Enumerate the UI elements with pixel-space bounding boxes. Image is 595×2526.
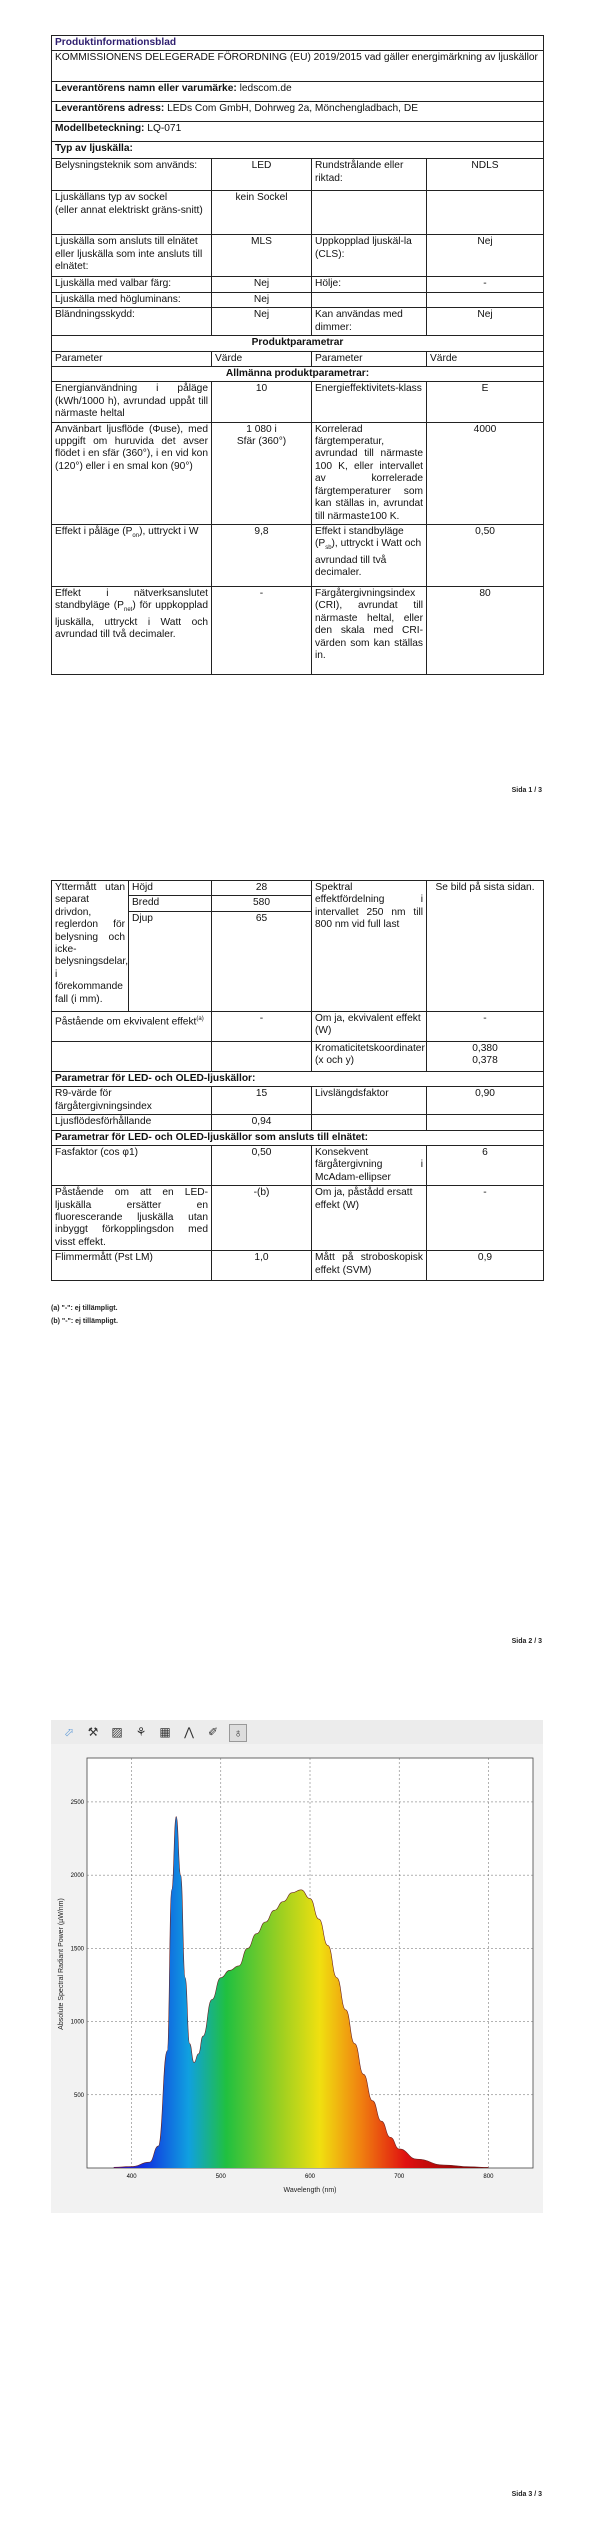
cap-label-line1: Ljuskällans typ av sockel bbox=[55, 192, 168, 204]
flicker-value: 1,0 bbox=[212, 1251, 312, 1281]
r9-value: 15 bbox=[212, 1087, 312, 1115]
y-axis-label: Absolute Spectral Radiant Power (µW/nm) bbox=[58, 1898, 65, 2030]
outer-dim-label: Yttermått utan separat drivdon, reglerdon för belysning och icke-belysningsdelar, i förekommande fall (i mm). bbox=[52, 881, 129, 1012]
pon-value: 9,8 bbox=[212, 524, 312, 586]
page-title: Produktinformationsblad bbox=[52, 36, 544, 51]
strobo-label: Mått på stroboskopisk effekt (SVM) bbox=[312, 1251, 427, 1281]
dim-label: Kan användas med dimmer: bbox=[312, 308, 427, 336]
info-table-2 bbox=[51, 880, 544, 1281]
depth-label: Djup bbox=[129, 911, 212, 1011]
hl-value: Nej bbox=[212, 292, 312, 307]
dim-value: Nej bbox=[427, 308, 544, 336]
y-tick-label: 500 bbox=[73, 2092, 84, 2099]
y-tick-label: 1000 bbox=[70, 2019, 84, 2026]
table-icon[interactable]: ▦ bbox=[159, 1725, 171, 1739]
psb-label: Effekt i standbyläge $(P_{sb})$, uttryckt i Watt och avrundad till två decimaler. bbox=[312, 524, 427, 586]
x-tick-label: 500 bbox=[215, 2174, 226, 2180]
x-tick-label: 400 bbox=[126, 2174, 137, 2180]
chroma-x: 0,380 bbox=[472, 1042, 498, 1054]
survival-label: Livslängdsfaktor bbox=[312, 1087, 427, 1115]
x-tick-label: 600 bbox=[304, 2174, 316, 2180]
col-value-2: Värde bbox=[427, 351, 544, 366]
consist-value: 6 bbox=[427, 1146, 544, 1186]
hoelje-value: - bbox=[427, 277, 544, 292]
pf-label: Fasfaktor (cos φ1) bbox=[52, 1146, 212, 1186]
led-oled-header: Parametrar för LED- och OLED-ljuskällor: bbox=[52, 1071, 544, 1086]
regulation-text: KOMMISSIONENS DELEGERADE FÖRORDNING (EU) 2019/2015 vad gäller energimärkning av ljuskällor bbox=[52, 51, 544, 82]
colour-label: Ljuskälla med valbar färg: bbox=[52, 277, 212, 292]
pon-label: Effekt i påläge $(P_{on})$, uttryckt i W bbox=[52, 524, 212, 586]
height-label: Höjd bbox=[129, 881, 212, 896]
type-label: Typ av ljuskälla: bbox=[52, 142, 544, 159]
page-number-3: Sida 3 / 3 bbox=[511, 2491, 542, 2498]
cct-value: 4000 bbox=[427, 422, 544, 524]
mains-value: MLS bbox=[212, 235, 312, 277]
spectrum-chart bbox=[51, 1744, 543, 2213]
glare-value: Nej bbox=[212, 308, 312, 336]
lumen-value: 0,94 bbox=[212, 1115, 312, 1130]
lumen-label: Ljusflödesförhållande bbox=[52, 1115, 212, 1130]
flux-value bbox=[212, 422, 312, 524]
address-value: LEDs Com GmbH, Dohrweg 2a, Mönchengladbach, DE bbox=[167, 103, 418, 115]
mains-label: Ljuskälla som ansluts till elnätet eller ljuskälla som inte ansluts till elnätet: bbox=[52, 235, 212, 277]
tools-icon[interactable]: ⚒ bbox=[87, 1725, 99, 1739]
y-tick-label: 1500 bbox=[70, 1946, 84, 1953]
pnet-value: - bbox=[212, 586, 312, 674]
x-axis-label: Wavelength (nm) bbox=[283, 2187, 337, 2194]
y-tick-label: 2500 bbox=[70, 1799, 84, 1806]
colour-value: Nej bbox=[212, 277, 312, 292]
flux-value-1: 1 080 i bbox=[246, 423, 277, 435]
spectrum-icon[interactable]: ⋀ bbox=[184, 1725, 194, 1739]
col-value-1: Värde bbox=[212, 351, 312, 366]
footnote-a: (a) "-": ej tillämpligt. bbox=[51, 1305, 118, 1312]
fluor-label: Påstående om att en LED-ljuskälla ersätter en fluorescerande ljuskälla utan inbyggt förkopplingsdon med visst effekt. bbox=[52, 1186, 212, 1251]
tech-value: LED bbox=[212, 159, 312, 191]
height-value: 28 bbox=[212, 881, 312, 896]
flux-label: Använbart ljusflöde (Φuse), med uppgift om huruvida det avser flödet i en sfär (360°), i en vid kon (120°) eller i en smal kon (90°) bbox=[52, 422, 212, 524]
survival-value: 0,90 bbox=[427, 1087, 544, 1115]
pointer-icon[interactable]: ⬀ bbox=[63, 1725, 75, 1739]
eclass-value: E bbox=[427, 382, 544, 422]
fluor-w-value: - bbox=[427, 1186, 544, 1251]
cri-label: Färgåtergivningsindex (CRI), avrundat till närmaste heltal, eller den skala med CRI-värden som kan ställas in. bbox=[312, 586, 427, 674]
footnote-b: (b) "-": ej tillämpligt. bbox=[51, 1318, 118, 1325]
cri-value: 80 bbox=[427, 586, 544, 674]
col-param-1: Parameter bbox=[52, 351, 212, 366]
strobo-value: 0,9 bbox=[427, 1251, 544, 1281]
supplier-row bbox=[52, 82, 544, 102]
equiv-value: - bbox=[212, 1011, 312, 1041]
export-icon[interactable]: ✐ bbox=[207, 1725, 219, 1739]
model-row bbox=[52, 122, 544, 142]
nd-value: NDLS bbox=[427, 159, 544, 191]
cap-value: kein Sockel bbox=[212, 191, 312, 235]
address-label: Leverantörens adress: bbox=[55, 103, 165, 115]
model-value: LQ-071 bbox=[147, 123, 182, 135]
hoelje-label: Hölje: bbox=[312, 277, 427, 292]
equiv-w-value: - bbox=[427, 1011, 544, 1041]
glare-label: Bländningsskydd: bbox=[52, 308, 212, 336]
equiv-w-label: Om ja, ekvivalent effekt (W) bbox=[312, 1011, 427, 1041]
supplier-value: ledscom.de bbox=[239, 83, 292, 95]
figure-icon[interactable]: ⚘ bbox=[135, 1725, 147, 1739]
info-table-1 bbox=[51, 35, 544, 675]
chroma-y: 0,378 bbox=[472, 1055, 498, 1067]
address-row bbox=[52, 102, 544, 122]
prod-params-header: Produktparametrar bbox=[52, 336, 544, 351]
cls-value: Nej bbox=[427, 235, 544, 277]
width-value: 580 bbox=[212, 896, 312, 911]
spd-label: Spektral effektfördelning i intervallet 250 nm till 800 nm vid full last bbox=[312, 881, 427, 1012]
page-1 bbox=[0, 35, 595, 675]
mains-led-header: Parametrar för LED- och OLED-ljuskällor som ansluts till elnätet: bbox=[52, 1130, 544, 1145]
energy-label: Energianvändning i påläge (kWh/1000 h), avrundad uppåt till närmaste heltal bbox=[52, 382, 212, 422]
chart-toolbar bbox=[51, 1720, 543, 1744]
spd-value: Se bild på sista sidan. bbox=[427, 881, 544, 1012]
supplier-label: Leverantörens namn eller varumärke: bbox=[55, 83, 237, 95]
page-number-2: Sida 2 / 3 bbox=[511, 1638, 542, 1645]
col-param-2: Parameter bbox=[312, 351, 427, 366]
eclass-label: Energieffektivitets-klass bbox=[312, 382, 427, 422]
y-tick-label: 2000 bbox=[70, 1873, 84, 1880]
equiv-label: Påstående om ekvivalent effekt$^{(a)}$ bbox=[52, 1011, 212, 1041]
r9-label: R9-värde för färgåtergivningsindex bbox=[52, 1087, 212, 1115]
chroma-label: Kromaticitetskoordinater (x och y) bbox=[312, 1041, 427, 1071]
flux-value-2: Sfär (360°) bbox=[236, 436, 287, 448]
fluor-w-label: Om ja, påstådd ersatt effekt (W) bbox=[312, 1186, 427, 1251]
x-tick-label: 700 bbox=[394, 2174, 405, 2180]
hl-label: Ljuskälla med högluminans: bbox=[52, 292, 212, 307]
consist-label: Konsekvent färgåtergivning i McAdam-ellipser bbox=[312, 1146, 427, 1186]
cap-label bbox=[52, 191, 212, 235]
model-label: Modellbeteckning: bbox=[55, 123, 145, 135]
energy-value: 10 bbox=[212, 382, 312, 422]
general-header: Allmänna produktparametrar: bbox=[52, 367, 544, 382]
page-2 bbox=[0, 880, 595, 1281]
depth-value: 65 bbox=[212, 911, 312, 1011]
bulb-icon[interactable]: ♁ bbox=[229, 1724, 247, 1742]
x-tick-label: 800 bbox=[483, 2174, 494, 2180]
width-label: Bredd bbox=[129, 896, 212, 911]
fluor-value: -(b) bbox=[212, 1186, 312, 1251]
tech-label: Belysningsteknik som används: bbox=[52, 159, 212, 191]
nd-label: Rundstrålande eller riktad: bbox=[312, 159, 427, 191]
pf-value: 0,50 bbox=[212, 1146, 312, 1186]
chroma-value bbox=[427, 1041, 544, 1071]
page-number-1: Sida 1 / 3 bbox=[511, 787, 542, 794]
spectrum-panel bbox=[51, 1720, 543, 2213]
flicker-label: Flimmermått (Pst LM) bbox=[52, 1251, 212, 1281]
cap-label-line2: (eller annat elektriskt gräns-snitt) bbox=[55, 204, 203, 216]
psb-value: 0,50 bbox=[427, 524, 544, 586]
image-icon[interactable]: ▨ bbox=[111, 1725, 123, 1739]
pnet-label: Effekt i nätverksanslutet standbyläge $(P_{net})$ för uppkopplad ljuskälla, uttryckt i Watt och avrundad till två decimaler. bbox=[52, 586, 212, 674]
cls-label: Uppkopplad ljuskäl-la (CLS): bbox=[312, 235, 427, 277]
cct-label: Korrelerad färgtemperatur, avrundad till närmaste 100 K, eller intervallet av korrelerade färgtemperaturer som kan ställas in, avrundat till närmaste100 K. bbox=[312, 422, 427, 524]
